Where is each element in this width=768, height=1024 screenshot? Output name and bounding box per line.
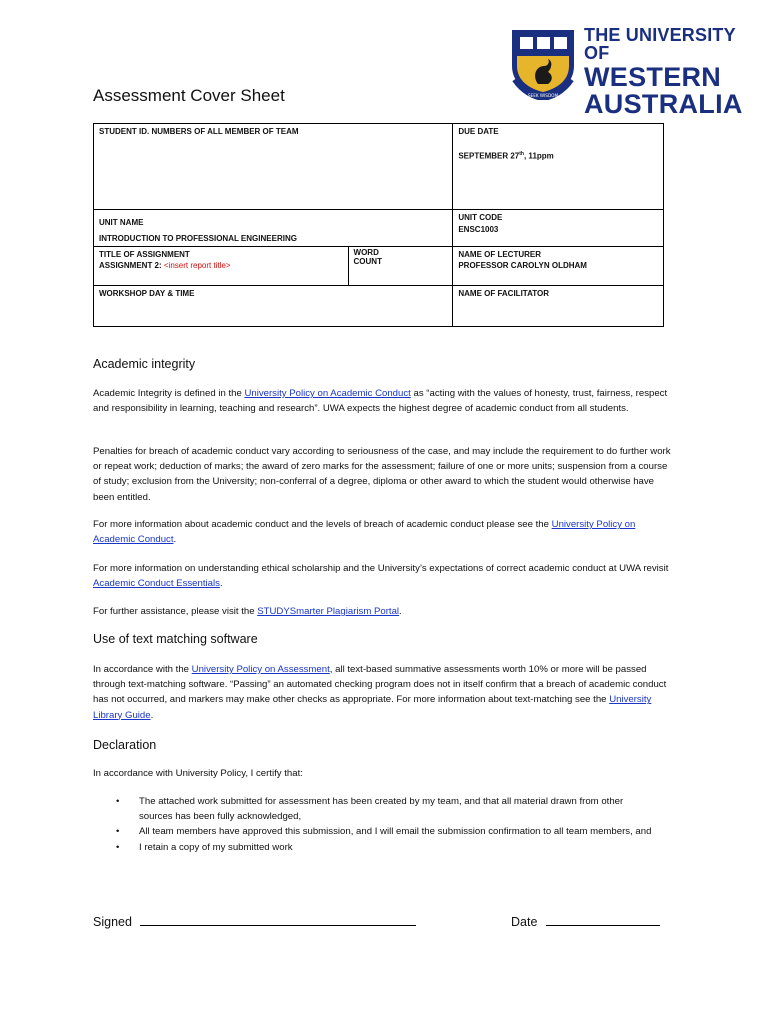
due-date-field bbox=[453, 124, 664, 210]
policy-academic-conduct-link[interactable]: University Policy on Academic Conduct bbox=[244, 388, 411, 399]
academic-integrity-p5: For further assistance, please visit the STUDYSmarter Plagiarism Portal. bbox=[93, 606, 402, 617]
signed-label: Signed bbox=[93, 915, 132, 929]
university-crest-icon bbox=[508, 26, 578, 100]
title-placeholder: <insert report title> bbox=[163, 261, 231, 270]
list-item: • All team members have approved this submission, and I will email the submission confirmation to all team members, and bbox=[116, 826, 652, 838]
unit-name-label: UNIT NAME bbox=[99, 218, 144, 227]
table-row bbox=[94, 210, 664, 247]
assignment-title-value: ASSIGNMENT 2: <insert report title> bbox=[99, 261, 231, 270]
text-matching-heading: Use of text matching software bbox=[93, 632, 258, 646]
academic-integrity-heading: Academic integrity bbox=[93, 357, 196, 371]
signature-row bbox=[93, 913, 416, 929]
unit-name-field bbox=[94, 210, 453, 247]
academic-integrity-p2: Penalties for breach of academic conduct vary according to seriousness of the case, and may include the requirement to do further work or repeat work; deduction of marks; the award of zero marks for the assessment; failure of one or more units; suspension from a course of study; exclusion from the University; non-conferral of a degree, diploma or other award to which the student would otherwise have been entitled. bbox=[93, 446, 671, 503]
uwa-logo bbox=[508, 24, 743, 119]
lecturer-value: PROFESSOR CAROLYN OLDHAM bbox=[458, 261, 587, 270]
lecturer-label: NAME OF LECTURER bbox=[458, 250, 542, 259]
word-count-label-1: WORD bbox=[353, 248, 379, 257]
library-guide-link[interactable]: University Library Guide bbox=[93, 694, 652, 721]
unit-code-field bbox=[453, 210, 664, 247]
workshop-label: WORKSHOP DAY & TIME bbox=[99, 289, 195, 298]
logo-line-3: AUSTRALIA bbox=[584, 89, 743, 119]
academic-conduct-essentials-link[interactable]: Academic Conduct Essentials bbox=[93, 578, 220, 590]
academic-integrity-p3: For more information about academic conduct and the levels of breach of academic conduct please see the University Policy on Academic Conduct. bbox=[93, 519, 636, 546]
student-ids-label: STUDENT ID. NUMBERS OF ALL MEMBER OF TEAM bbox=[99, 127, 299, 136]
date-row bbox=[511, 913, 660, 929]
academic-integrity-p4: For more information on understanding ethical scholarship and the University’s expectations of correct academic conduct at UWA revisit Academic Conduct Essentials. bbox=[93, 563, 669, 590]
table-row bbox=[94, 124, 664, 210]
page-title: Assessment Cover Sheet bbox=[93, 86, 285, 105]
logo-line-1: THE UNIVERSITY OF bbox=[584, 25, 736, 63]
logo-wordmark bbox=[584, 26, 744, 118]
declaration-intro: In accordance with University Policy, I certify that: bbox=[93, 768, 303, 779]
assignment-title-label: TITLE OF ASSIGNMENT bbox=[99, 250, 190, 259]
unit-code-value: ENSC1003 bbox=[458, 225, 499, 234]
table-row bbox=[94, 247, 664, 286]
list-item: • I retain a copy of my submitted work bbox=[116, 841, 293, 853]
list-item: • The attached work submitted for assessment has been created by my team, and that all material drawn from other sources has been fully acknowledged, bbox=[116, 796, 624, 823]
unit-name-value: INTRODUCTION TO PROFESSIONAL ENGINEERING bbox=[99, 234, 297, 243]
plagiarism-portal-link[interactable]: STUDYSmarter Plagiarism Portal bbox=[257, 606, 400, 617]
student-ids-field[interactable] bbox=[94, 124, 453, 210]
text-matching-paragraph: In accordance with the University Policy on Assessment, all text-based summative assessments worth 10% or more will be passed through text-matching software. “Passing” an automated checking program does not in itself confirm that a breach of academic conduct has not occurred, and markers may make other checks as appropriate. For more information about text-matching see the University Library Guide. bbox=[93, 664, 667, 721]
declaration-heading: Declaration bbox=[93, 738, 157, 752]
workshop-field[interactable] bbox=[94, 286, 453, 327]
unit-code-label: UNIT CODE bbox=[458, 213, 503, 222]
date-line[interactable] bbox=[546, 913, 660, 926]
due-date-value: SEPTEMBER 27th, 11ppm bbox=[458, 151, 554, 161]
date-label: Date bbox=[511, 915, 538, 929]
facilitator-field[interactable] bbox=[453, 286, 664, 327]
assignment-title-field[interactable] bbox=[94, 247, 349, 286]
declaration-list bbox=[93, 794, 653, 855]
word-count-label-2: COUNT bbox=[353, 257, 382, 266]
table-row bbox=[94, 286, 664, 327]
lecturer-field bbox=[453, 247, 664, 286]
cover-sheet-table bbox=[93, 123, 664, 327]
word-count-field[interactable] bbox=[348, 247, 453, 286]
policy-assessment-link[interactable]: University Policy on Assessment bbox=[191, 664, 330, 675]
logo-motto: SEEK WISDOM bbox=[527, 93, 559, 98]
signature-line[interactable] bbox=[140, 913, 416, 926]
logo-line-2: WESTERN bbox=[584, 62, 722, 92]
academic-integrity-p1: Academic Integrity is defined in the University Policy on Academic Conduct as “acting with the values of honesty, trust, fairness, respect and responsibility in learning, teaching and research”. UWA expects the highest degree of academic conduct from all students. bbox=[93, 388, 668, 415]
due-date-label: DUE DATE bbox=[458, 127, 499, 136]
policy-academic-conduct-link-2[interactable]: University Policy on Academic Conduct bbox=[93, 519, 636, 546]
facilitator-label: NAME OF FACILITATOR bbox=[458, 289, 550, 298]
